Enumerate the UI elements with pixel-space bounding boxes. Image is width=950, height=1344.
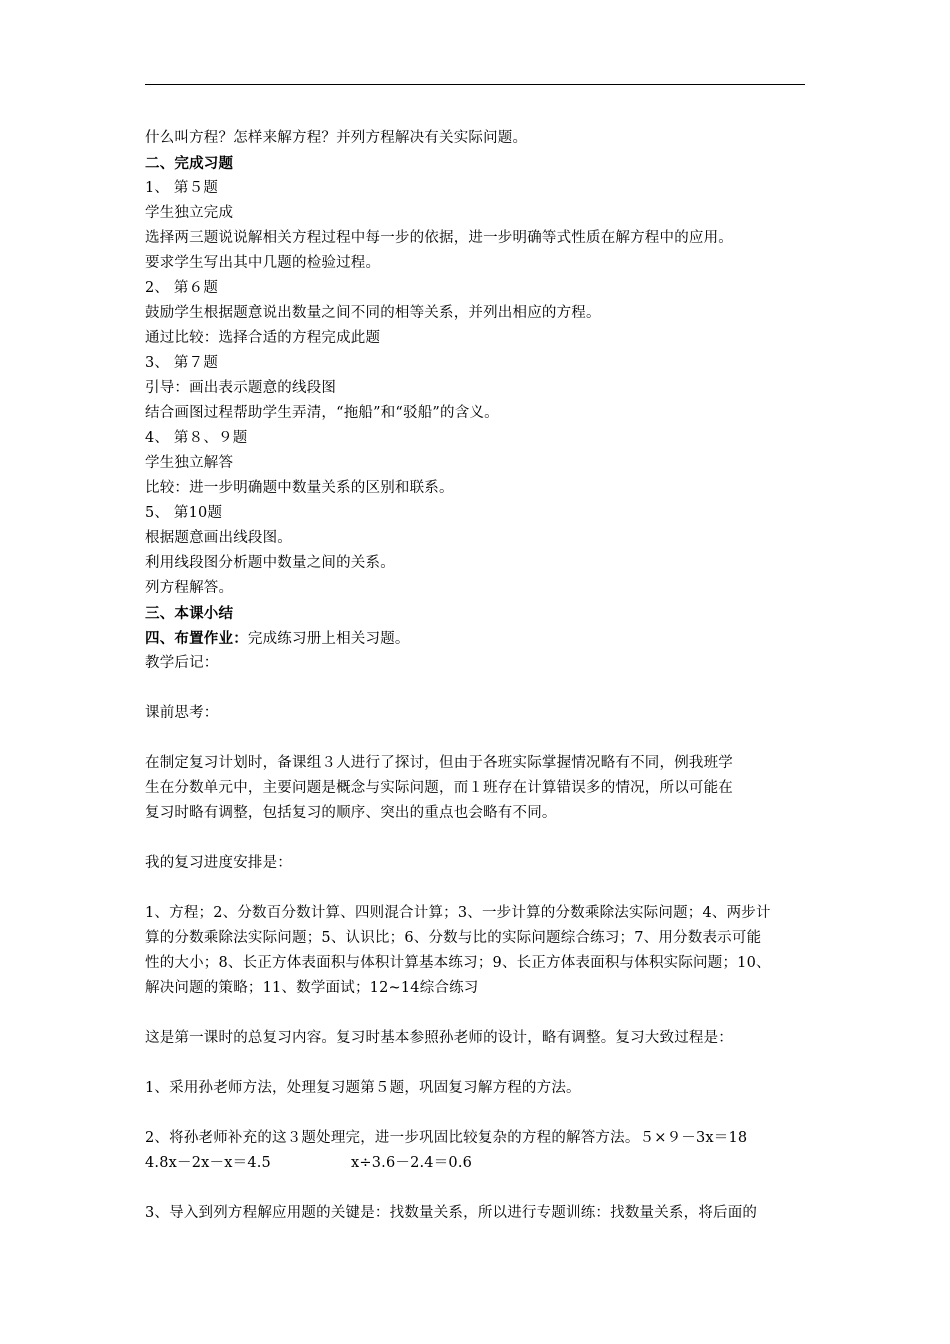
- header-rule: [145, 84, 805, 85]
- paragraph-line: 解决问题的策略；11、数学面试；12~14综合练习: [145, 980, 479, 996]
- paragraph-line: 3、导入到列方程解应用题的关键是：找数量关系，所以进行专题训练：找数量关系，将后面的: [145, 1205, 758, 1221]
- section-heading-summary: 三、本课小结: [145, 605, 234, 622]
- equation-line: [145, 1151, 810, 1176]
- exercise-text: 学生独立解答: [145, 455, 234, 471]
- intro-line: 什么叫方程？怎样来解方程？并列方程解决有关实际问题。: [145, 130, 528, 146]
- exercise-text: 选择两三题说说解相关方程过程中每一步的依据，进一步明确等式性质在解方程中的应用。: [145, 230, 733, 246]
- paragraph-line: 这是第一课时的总复习内容。复习时基本参照孙老师的设计，略有调整。复习大致过程是：: [145, 1030, 733, 1046]
- homework-text: 完成练习册上相关习题。: [247, 631, 410, 647]
- exercise-text: 学生独立完成: [145, 205, 234, 221]
- paragraph-line: 2、将孙老师补充的这３题处理完，进一步巩固比较复杂的方程的解答方法。５×９－3x＝18: [145, 1130, 748, 1146]
- document-body: [145, 126, 810, 1226]
- paragraph-line: 在制定复习计划时，备课组３人进行了探讨，但由于各班实际掌握情况略有不同，例我班学: [145, 755, 733, 771]
- exercise-text: 引导：画出表示题意的线段图: [145, 380, 337, 396]
- teaching-notes-label: 教学后记：: [145, 655, 219, 671]
- paragraph-line: 1、方程；2、分数百分数计算、四则混合计算；3、一步计算的分数乘除法实际问题；4、两步计: [145, 905, 771, 921]
- exercise-text: 要求学生写出其中几题的检验过程。: [145, 255, 381, 271]
- section-heading-homework: 四、布置作业：: [145, 630, 248, 647]
- exercise-item-8-9: 4、 第８、９题: [145, 430, 248, 446]
- exercise-text: 利用线段图分析题中数量之间的关系。: [145, 555, 395, 571]
- exercise-text: 结合画图过程帮助学生弄清，“拖船”和“驳船”的含义。: [145, 405, 499, 421]
- paragraph-line: 我的复习进度安排是：: [145, 855, 292, 871]
- equation: 4.8x－2x－x＝4.5: [145, 1155, 271, 1171]
- exercise-item-6: 2、 第６题: [145, 280, 219, 296]
- paragraph-line: 1、采用孙老师方法，处理复习题第５题，巩固复习解方程的方法。: [145, 1080, 581, 1096]
- paragraph-line: 复习时略有调整，包括复习的顺序、突出的重点也会略有不同。: [145, 805, 557, 821]
- exercise-text: 根据题意画出线段图。: [145, 530, 292, 546]
- paragraph-line: 算的分数乘除法实际问题；5、认识比；6、分数与比的实际问题综合练习；7、用分数表示可能: [145, 930, 762, 946]
- exercise-item-5: 1、 第５题: [145, 180, 219, 196]
- paragraph-line: 性的大小；8、长正方体表面积与体积计算基本练习；9、长正方体表面积与体积实际问题；10、: [145, 955, 771, 971]
- exercise-item-10: 5、 第10题: [145, 505, 223, 521]
- exercise-text: 通过比较：选择合适的方程完成此题: [145, 330, 381, 346]
- exercise-item-7: 3、 第７题: [145, 355, 219, 371]
- exercise-text: 鼓励学生根据题意说出数量之间不同的相等关系，并列出相应的方程。: [145, 305, 601, 321]
- paragraph-line: 生在分数单元中，主要问题是概念与实际问题，而１班存在计算错误多的情况，所以可能在: [145, 780, 733, 796]
- exercise-text: 比较：进一步明确题中数量关系的区别和联系。: [145, 480, 454, 496]
- equation: x÷3.6－2.4＝0.6: [350, 1155, 473, 1171]
- exercise-text: 列方程解答。: [145, 580, 234, 596]
- section-heading-exercises: 二、完成习题: [145, 155, 234, 172]
- homework-line: [145, 626, 810, 651]
- pre-class-thoughts-label: 课前思考：: [145, 705, 219, 721]
